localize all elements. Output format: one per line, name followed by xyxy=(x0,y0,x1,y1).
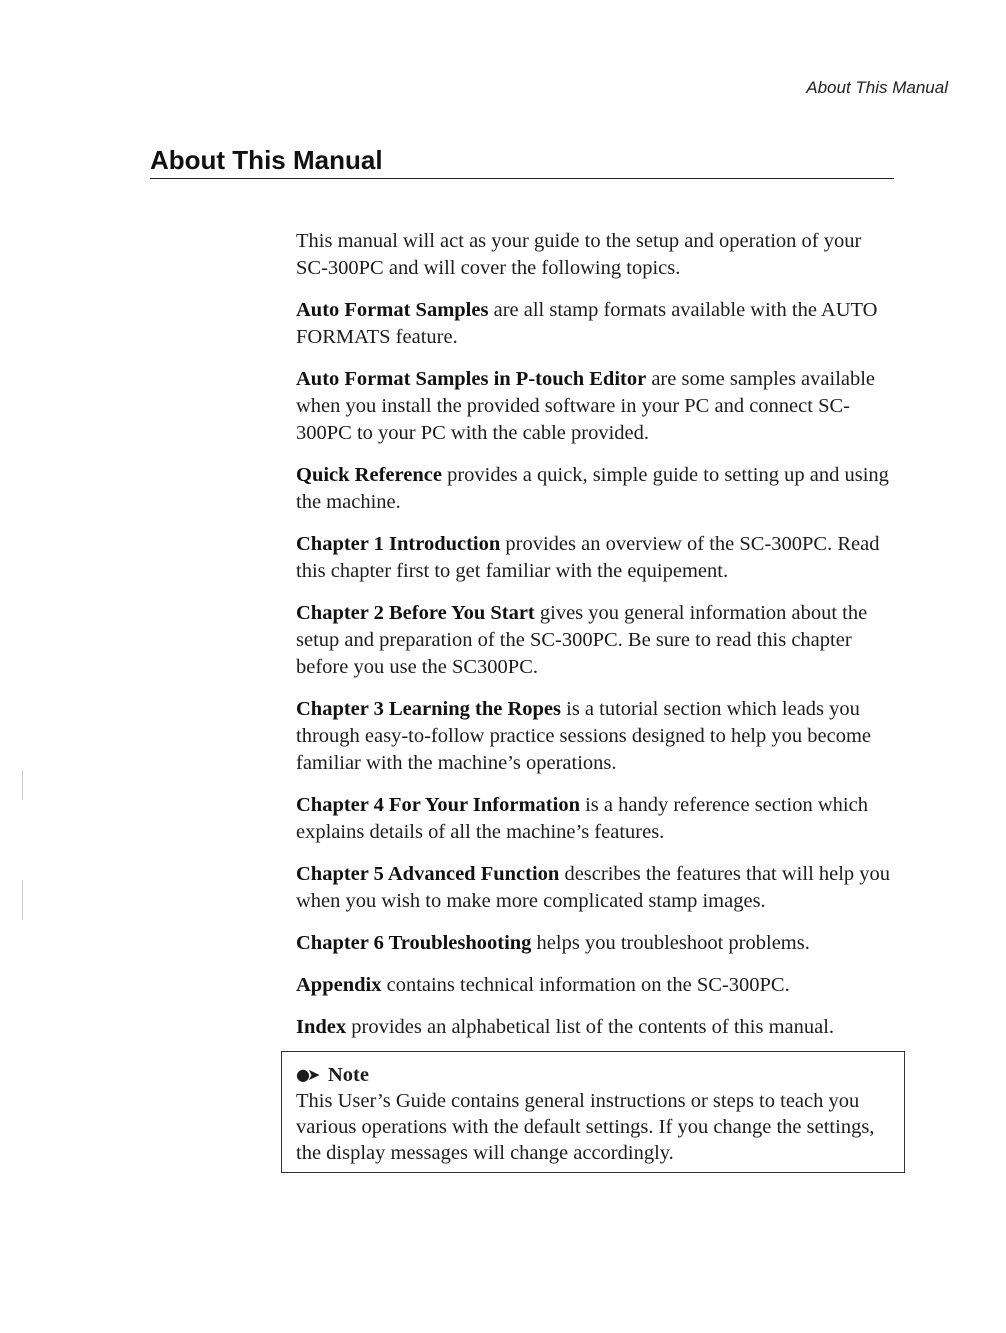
note-text: This User’s Guide contains general instructions or steps to teach you various operations with the default settings. If you change the settings, the display messages will change accordingly. xyxy=(296,1090,875,1164)
section-text: is a tutorial section which leads you through easy-to-follow practice sessions designed to help you become familiar with the machine’s operations. xyxy=(296,698,871,774)
section-chapter-6 xyxy=(296,930,892,957)
section-term: Index xyxy=(296,1016,347,1038)
section-index xyxy=(296,1014,892,1041)
section-term: Auto Format Samples xyxy=(296,299,489,321)
arrow-note-icon: ●➤ xyxy=(296,1065,318,1084)
section-chapter-4 xyxy=(296,792,892,846)
section-chapter-5 xyxy=(296,861,892,915)
section-chapter-1 xyxy=(296,531,892,585)
section-text: provides an overview of the SC-300PC. Read this chapter first to get familiar with the equipement. xyxy=(296,533,880,582)
section-text: are all stamp formats available with the AUTO FORMATS feature. xyxy=(296,299,878,348)
note-heading-row xyxy=(296,1062,904,1088)
section-text: is a handy reference section which explains details of all the machine’s features. xyxy=(296,794,868,843)
section-text: gives you general information about the setup and preparation of the SC-300PC. Be sure to read this chapter before you use the SC300PC. xyxy=(296,602,868,678)
note-box xyxy=(281,1051,905,1173)
section-term: Chapter 1 Introduction xyxy=(296,533,501,555)
section-text: provides an alphabetical list of the contents of this manual. xyxy=(346,1016,835,1038)
section-term: Chapter 6 Troubleshooting xyxy=(296,932,532,954)
section-term: Chapter 2 Before You Start xyxy=(296,602,535,624)
section-text: describes the features that will help you when you wish to make more complicated stamp images. xyxy=(296,863,891,912)
page-title: About This Manual xyxy=(150,145,383,175)
section-text: are some samples available when you install the provided software in your PC and connect SC-300PC to your PC with the cable provided. xyxy=(296,368,876,444)
section-term: Quick Reference xyxy=(296,464,442,486)
content-body xyxy=(296,228,892,1056)
running-header: About This Manual xyxy=(806,78,948,97)
section-term: Chapter 5 Advanced Function xyxy=(296,863,560,885)
section-chapter-2 xyxy=(296,600,892,681)
margin-scan-mark xyxy=(22,880,23,920)
section-term: Auto Format Samples in P-touch Editor xyxy=(296,368,647,390)
section-text: contains technical information on the SC-300PC. xyxy=(381,974,790,996)
section-chapter-3 xyxy=(296,696,892,777)
section-text: provides a quick, simple guide to setting up and using the machine. xyxy=(296,464,889,513)
section-quick-reference xyxy=(296,462,892,516)
title-block xyxy=(150,144,894,179)
section-term: Chapter 3 Learning the Ropes xyxy=(296,698,561,720)
section-term: Appendix xyxy=(296,974,382,996)
section-term: Chapter 4 For Your Information xyxy=(296,794,580,816)
margin-scan-mark xyxy=(22,770,23,800)
section-auto-format-ptouch xyxy=(296,366,892,447)
note-heading: Note xyxy=(328,1064,369,1086)
section-text: helps you troubleshoot problems. xyxy=(531,932,810,954)
intro-paragraph: This manual will act as your guide to the setup and operation of your SC-300PC and will cover the following topics. xyxy=(296,230,862,279)
section-appendix xyxy=(296,972,892,999)
section-auto-format-samples xyxy=(296,297,892,351)
